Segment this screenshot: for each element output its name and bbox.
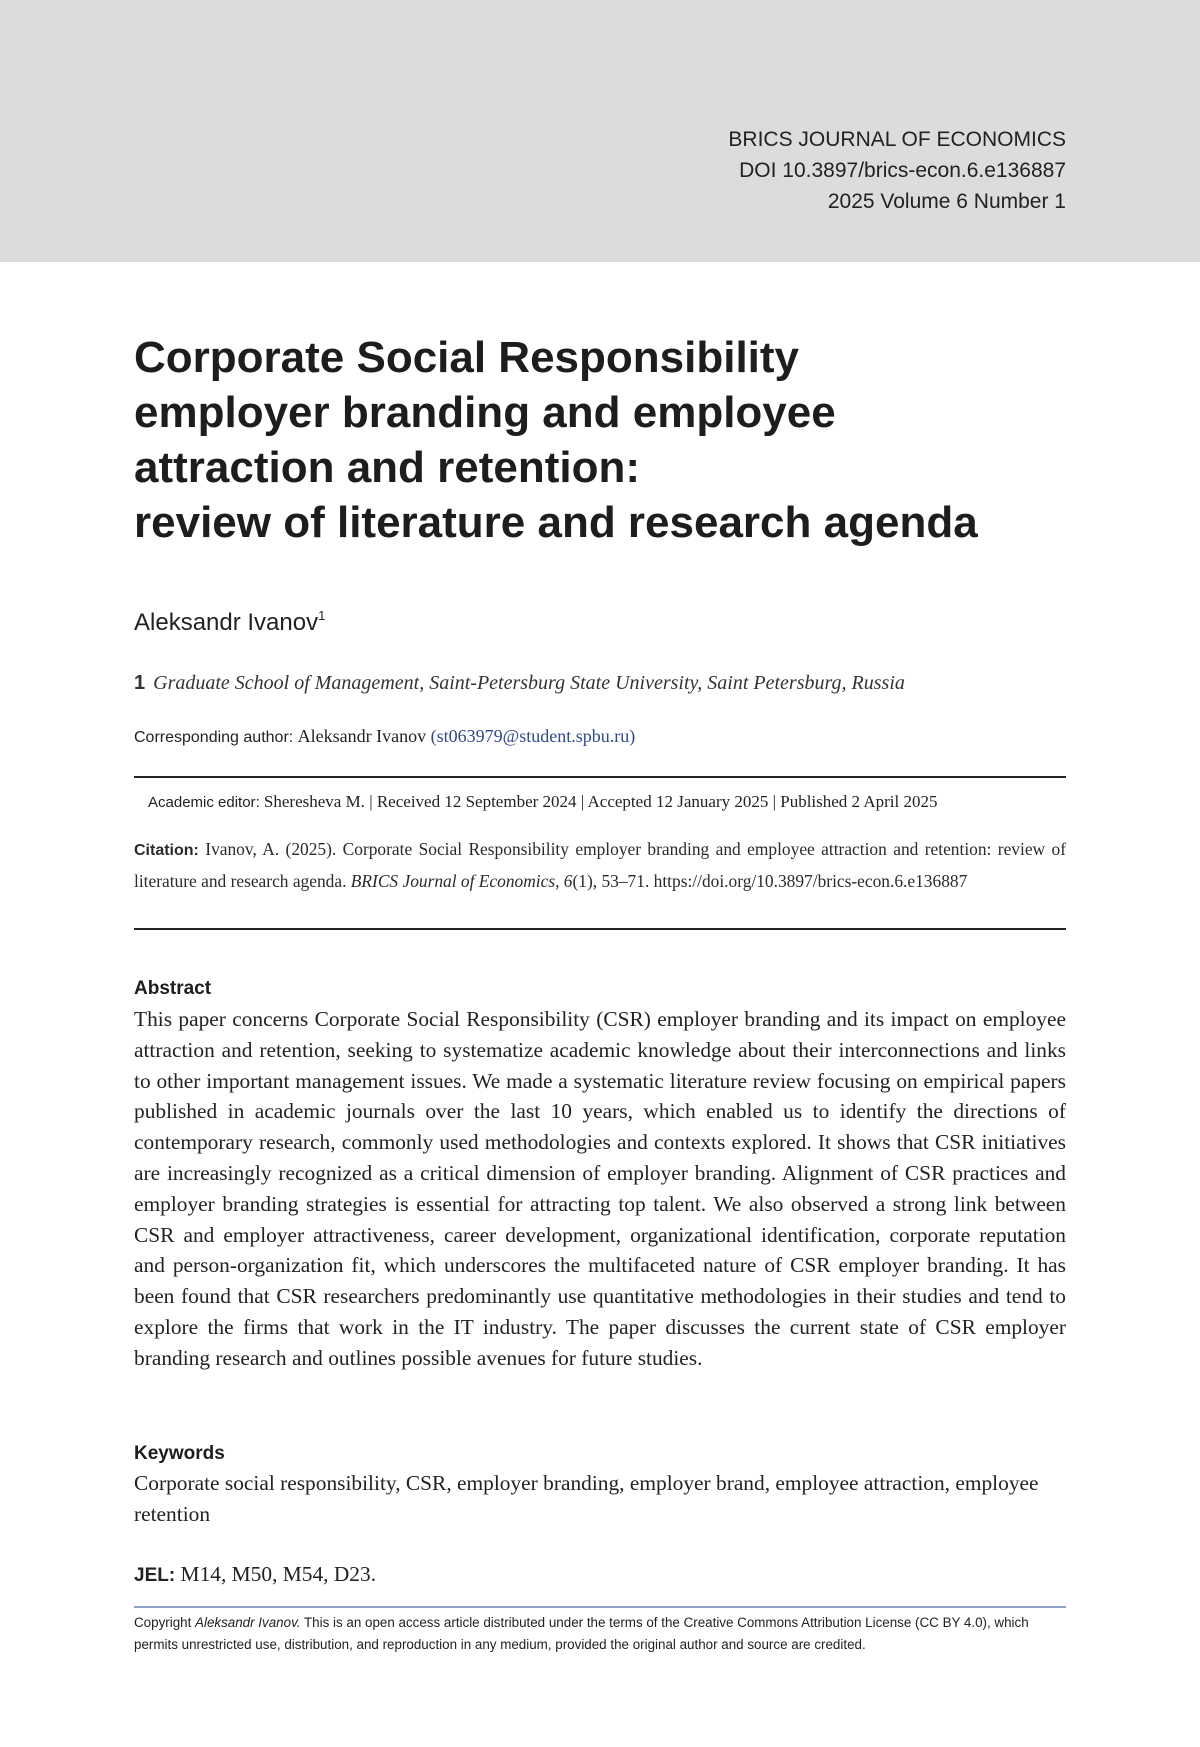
jel-values: M14, M50, M54, D23. (181, 1562, 377, 1586)
citation (134, 834, 1066, 896)
copyright-text: This is an open access article distributed under the terms of the Creative Commons Attribution License (CC BY 4.0), which permits unrestricted use, distribution, and reproduction in any medium, provided the original author and source are credited. (134, 1615, 1029, 1652)
jel-codes (134, 1562, 376, 1587)
title-line: review of literature and research agenda (134, 495, 1074, 550)
corresponding-name: Aleksandr Ivanov (298, 726, 426, 746)
citation-doi[interactable]: (1), 53–71. https://doi.org/10.3897/brics-econ.6.e136887 (573, 871, 968, 891)
abstract-text: This paper concerns Corporate Social Responsibility (CSR) employer branding and its impact on employee attraction and retention, seeking to systematize academic knowledge about their interconnections and links to other important management issues. We made a systematic literature review focusing on empirical papers published in academic journals over the last 10 years, which enabled us to identify the directions of contemporary research, commonly used methodologies and contexts explored. It shows that CSR initiatives are increasingly recognized as a critical dimension of employer branding. Alignment of CSR practices and employer branding strategies is essential for attracting top talent. We also observed a strong link between CSR and employer attractiveness, career development, organizational identification, corporate reputation and person-organization fit, which underscores the multifaceted nature of CSR employer branding. It has been found that CSR researchers predominantly use quantitative methodologies in their studies and tend to explore the firms that work in the IT industry. The paper discusses the current state of CSR employer branding research and outlines possible avenues for future studies. (134, 1004, 1066, 1374)
journal-doi: DOI 10.3897/brics-econ.6.e136887 (728, 155, 1066, 186)
divider (134, 776, 1066, 778)
corresponding-label: Corresponding author (134, 729, 289, 746)
article-title (134, 330, 1074, 550)
separator: | (581, 792, 584, 811)
editor-name: Sheresheva M. (264, 792, 365, 811)
author-affiliation-marker: 1 (318, 608, 325, 623)
received-date: Received 12 September 2024 (377, 792, 577, 811)
editor-label: Academic editor (148, 794, 256, 811)
journal-issue: 2025 Volume 6 Number 1 (728, 186, 1066, 217)
journal-meta (728, 124, 1066, 217)
corresponding-email-link[interactable]: (st063979@student.spbu.ru) (431, 726, 636, 746)
citation-label: Citation: (134, 842, 199, 859)
separator: | (773, 792, 776, 811)
copyright-notice (134, 1612, 1066, 1656)
author (134, 608, 325, 637)
published-date: Published 2 April 2025 (780, 792, 937, 811)
editorial-info: Academic editor: Sheresheva M. | Received 12 September 2024 | Accepted 12 January 2025 | Published 2 April 2025 (148, 792, 938, 812)
keywords-text: Corporate social responsibility, CSR, employer branding, employer brand, employee attraction, employee retention (134, 1468, 1066, 1530)
copyright-holder: Aleksandr Ivanov. (195, 1615, 300, 1630)
divider (134, 928, 1066, 930)
title-line: attraction and retention: (134, 440, 1074, 495)
citation-journal: BRICS Journal of Economics, 6 (351, 871, 573, 891)
header-band (0, 0, 1200, 262)
affiliation (134, 672, 905, 695)
affiliation-number: 1 (134, 672, 145, 694)
author-name: Aleksandr Ivanov (134, 609, 318, 636)
keywords-heading: Keywords (134, 1443, 225, 1465)
citation-text: Ivanov, A. (2025). Corporate Social Responsibility employer branding and employee attraction and retention: review of literature and research agenda. (134, 839, 1066, 891)
journal-name: BRICS JOURNAL OF ECONOMICS (728, 124, 1066, 155)
accepted-date: Accepted 12 January 2025 (588, 792, 769, 811)
footer-divider (134, 1606, 1066, 1608)
separator: | (369, 792, 372, 811)
jel-label: JEL: (134, 1565, 175, 1586)
title-line: Corporate Social Responsibility (134, 330, 1074, 385)
title-line: employer branding and employee (134, 385, 1074, 440)
copyright-label: Copyright (134, 1615, 191, 1630)
abstract-heading: Abstract (134, 978, 211, 1000)
affiliation-text: Graduate School of Management, Saint-Petersburg State University, Saint Petersburg, Russia (153, 672, 905, 694)
corresponding-author: Corresponding author: Aleksandr Ivanov (st063979@student.spbu.ru) (134, 726, 635, 747)
